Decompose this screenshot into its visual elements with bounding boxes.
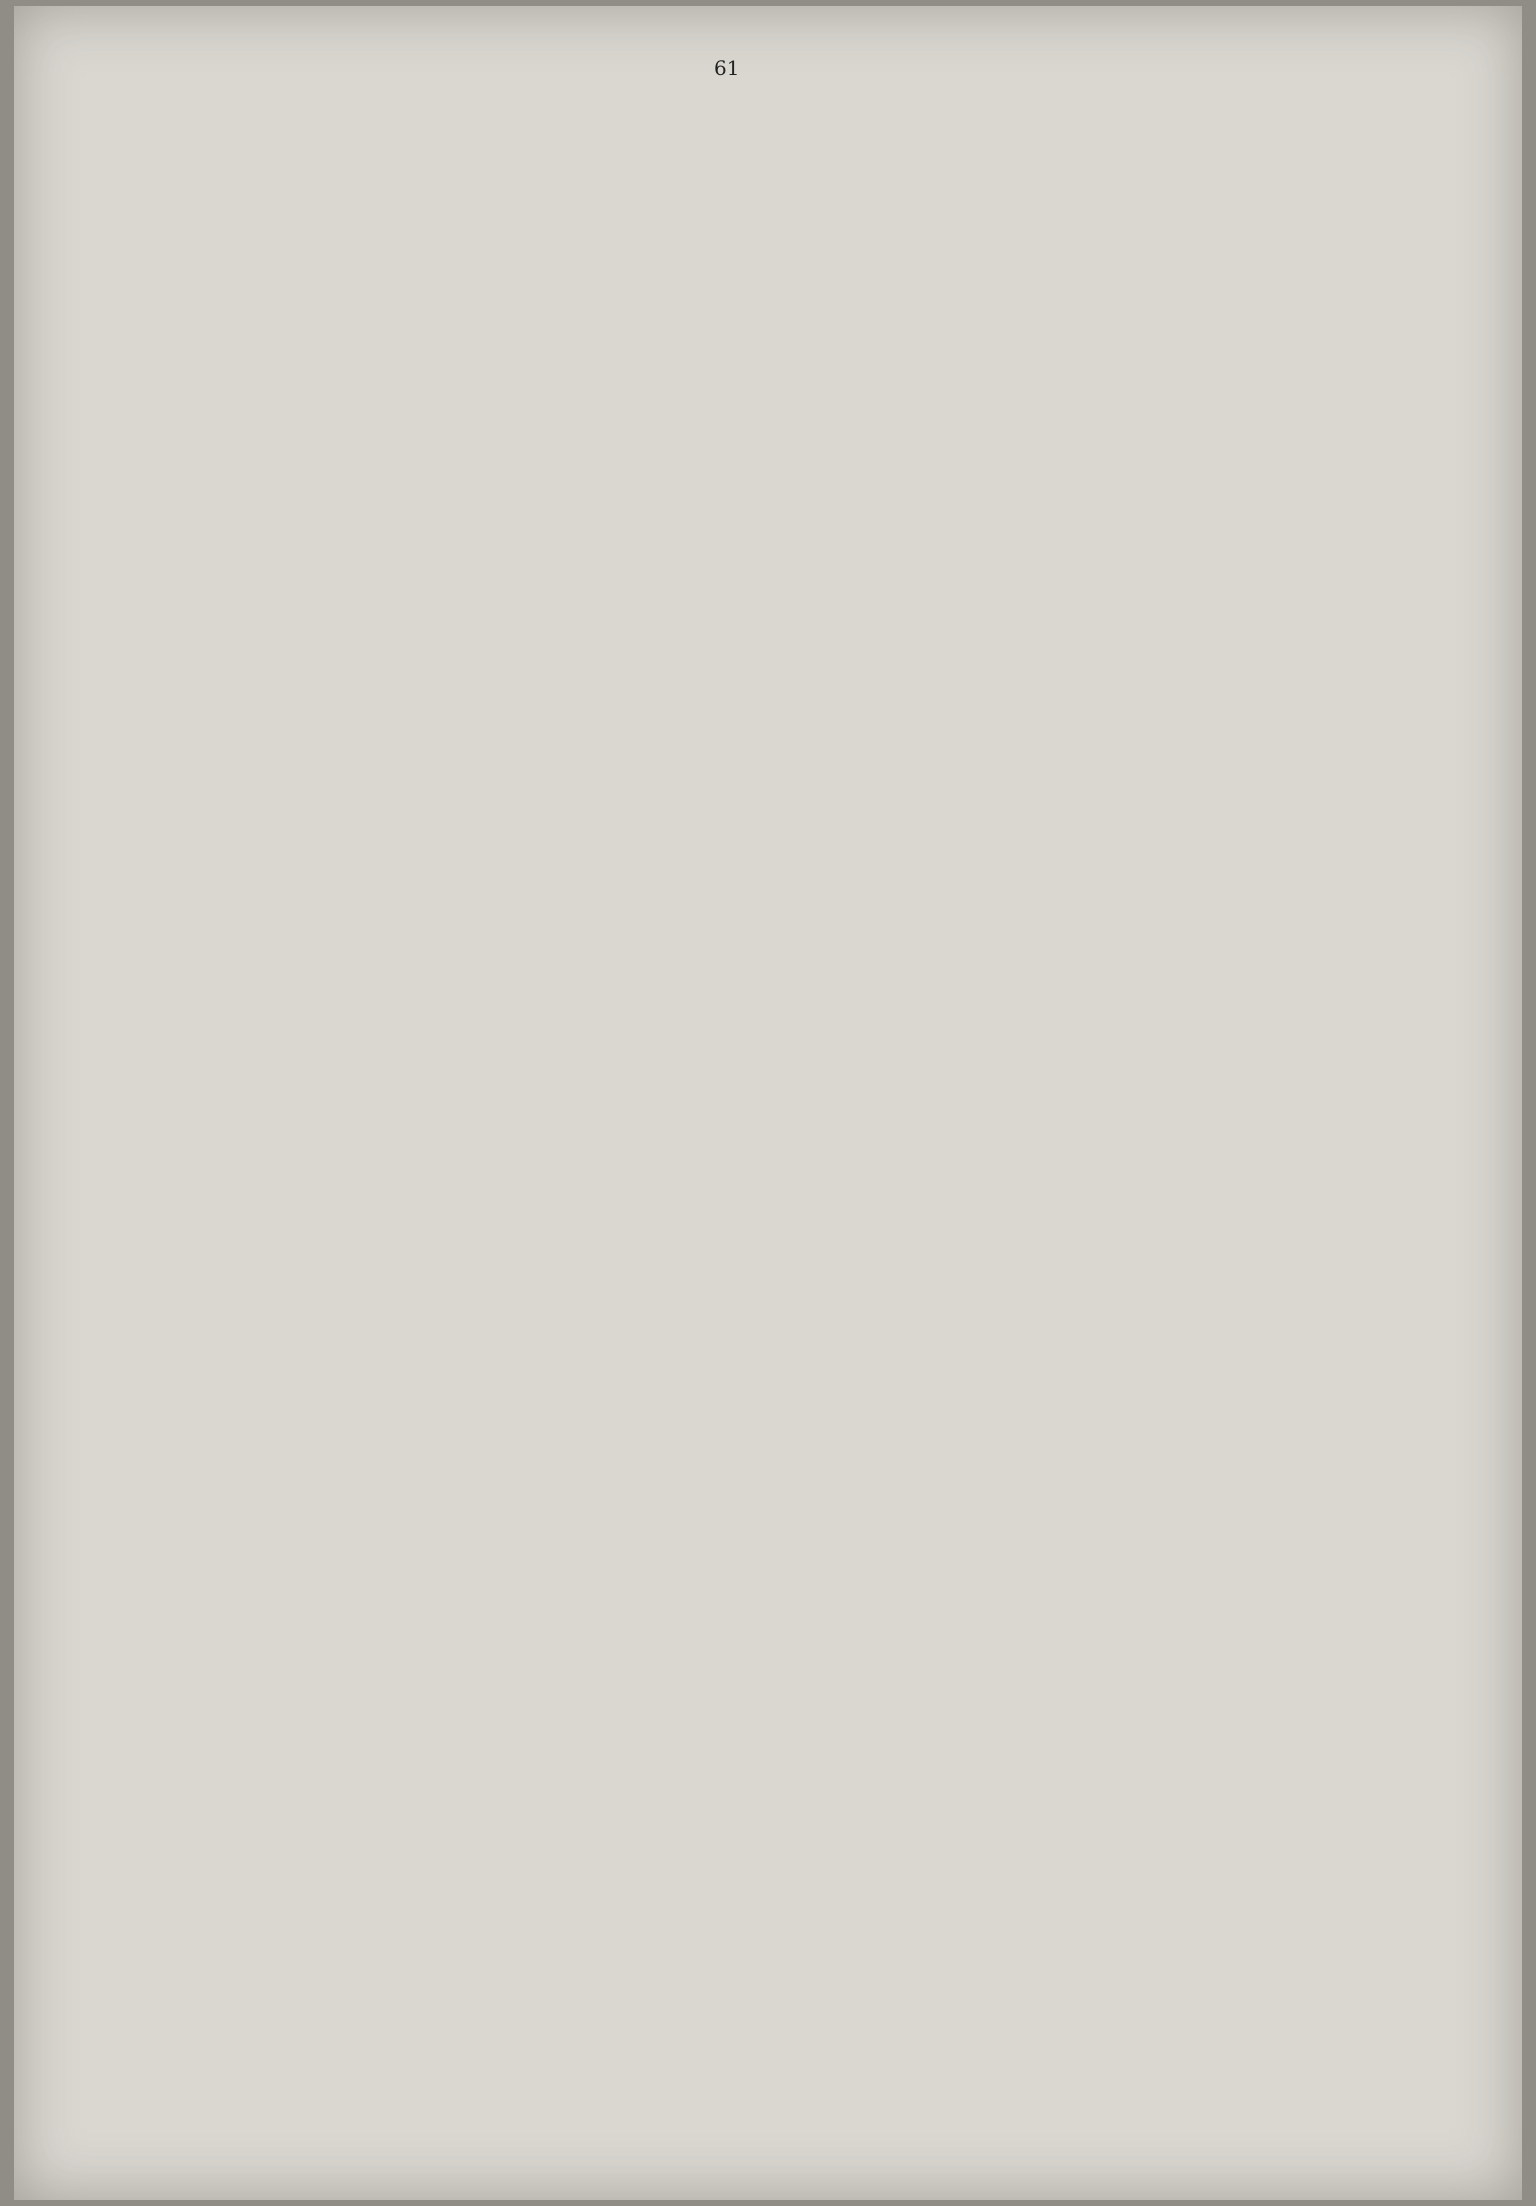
- newspaper-page: [14, 6, 1522, 2200]
- page-number: 61: [714, 56, 740, 80]
- masthead: [1514, 86, 1522, 2186]
- rotated-content: [1514, 36, 1522, 2186]
